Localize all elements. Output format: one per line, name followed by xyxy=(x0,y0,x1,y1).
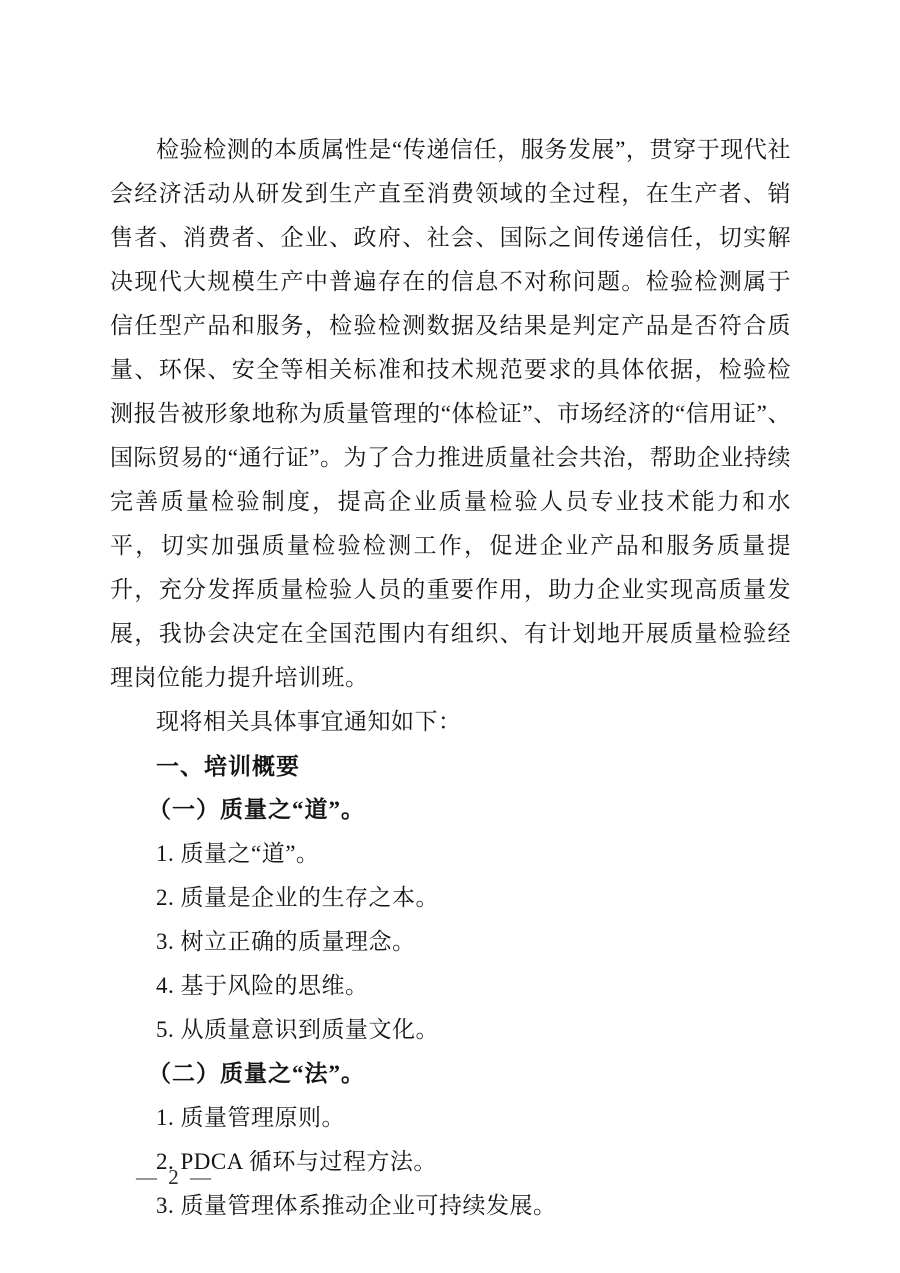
list-item: 2. 质量是企业的生存之本。 xyxy=(156,885,439,910)
document-body xyxy=(110,128,791,1228)
list-item: 5. 从质量意识到质量文化。 xyxy=(156,1017,439,1042)
subsection-title-1: （一）质量之“道”。 xyxy=(148,797,365,822)
section-heading: 一、培训概要 xyxy=(156,753,300,779)
intro-paragraph: 检验检测的本质属性是“传递信任，服务发展”，贯穿于现代社会经济活动从研发到生产直至消费领域的全过程，在生产者、销售者、消费者、企业、政府、社会、国际之间传递信任，切实解决现代大规模生产中普遍存在的信息不对称问题。检验检测属于信任型产品和服务，检验检测数据及结果是判定产品是否符合质量、环保、安全等相关标准和技术规范要求的具体依据，检验检测报告被形象地称为质量管理的“体检证”、市场经济的“信用证”、国际贸易的“通行证”。为了合力推进质量社会共治，帮助企业持续完善质量检验制度，提高企业质量检验人员专业技术能力和水平，切实加强质量检验检测工作，促进企业产品和服务质量提升，充分发挥质量检验人员的重要作用，助力企业实现高质量发展，我协会决定在全国范围内有组织、有计划地开展质量检验经理岗位能力提升培训班。 xyxy=(110,137,791,690)
list-item: 4. 基于风险的思维。 xyxy=(156,973,369,998)
notice-line: 现将相关具体事宜通知如下： xyxy=(156,709,462,734)
list-item: 1. 质量之“道”。 xyxy=(156,841,320,866)
list-item: 1. 质量管理原则。 xyxy=(156,1105,345,1130)
list-item: 2. PDCA 循环与过程方法。 xyxy=(156,1149,437,1174)
list-item: 3. 质量管理体系推动企业可持续发展。 xyxy=(156,1193,557,1218)
page-number: — 2 — xyxy=(136,1165,214,1189)
subsection-title-2: （二）质量之“法”。 xyxy=(148,1061,365,1086)
list-item: 3. 树立正确的质量理念。 xyxy=(156,929,416,954)
